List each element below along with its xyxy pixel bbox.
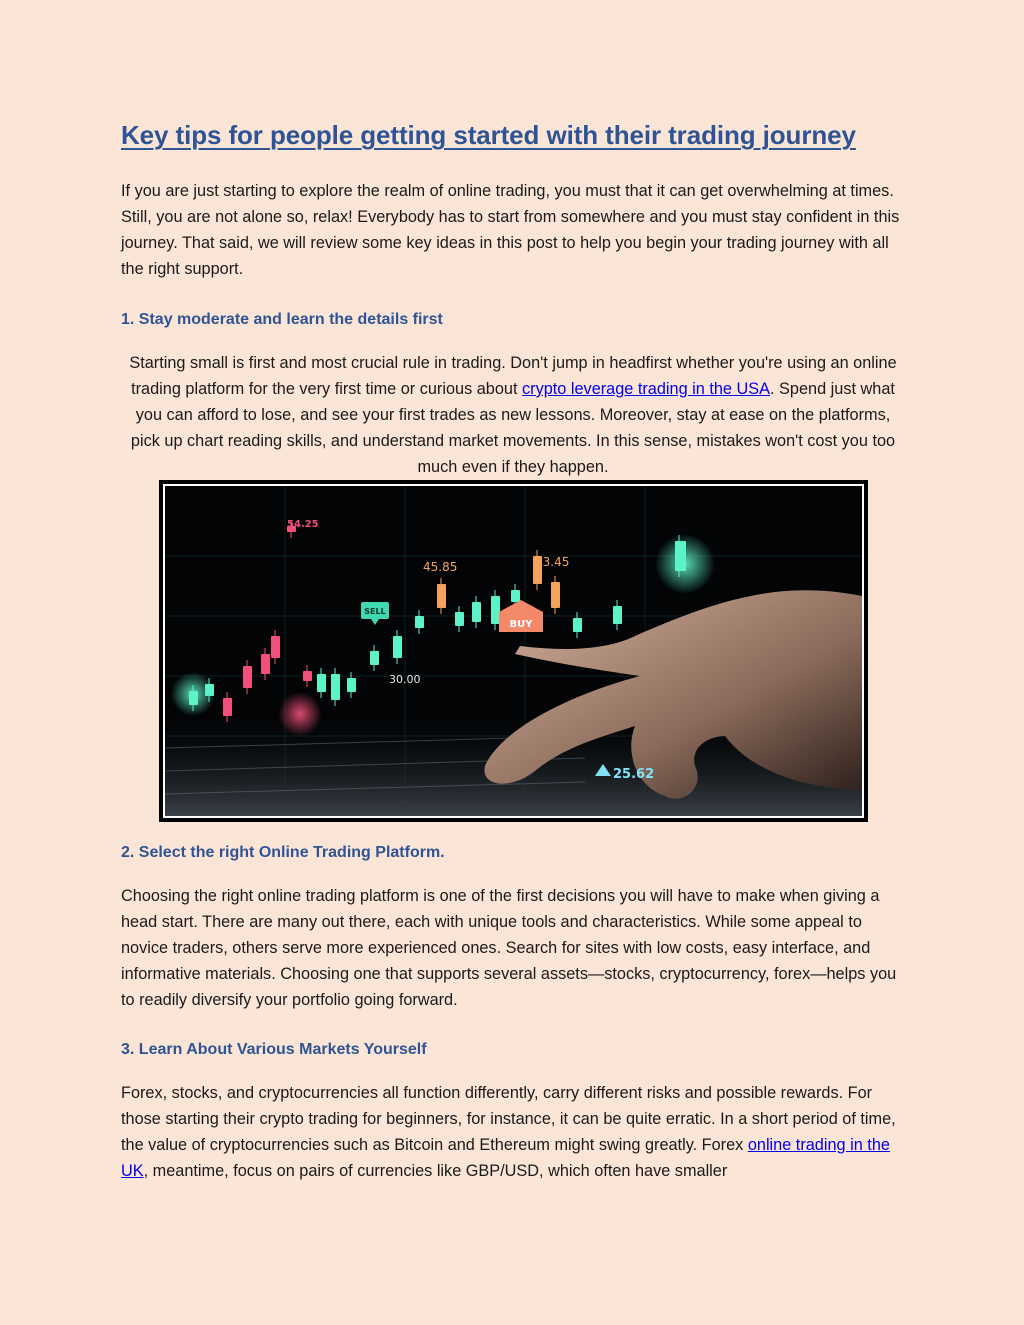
section-1-text-end: . Spend just what you can afford to lose, and see your first trades as new lessons. Moreover, stay at ease on the platforms, pick up chart reading skills, and understand market movements. In this sense, mistakes won't cost you too much even if they happen. xyxy=(130,380,896,476)
candle-body xyxy=(491,596,500,624)
chart-label-top: 54.25 xyxy=(287,519,319,530)
candle-body xyxy=(393,636,402,658)
online-trading-uk-link[interactable]: online trading in the UK xyxy=(121,1136,890,1180)
section-3-heading: 3. Learn About Various Markets Yourself xyxy=(121,1041,427,1058)
trading-chart-image xyxy=(159,480,868,822)
section-2-heading: 2. Select the right Online Trading Platform. xyxy=(121,844,445,861)
section-2-paragraph: Choosing the right online trading platform is one of the first decisions you will have to make when giving a head start. There are many out there, each with unique tools and characteristics. While some appeal to novice traders, others serve more experienced ones. Search for sites with low costs, easy interface, and informative materials. Choosing one that supports several assets—stocks, cryptocurrency, forex—helps you to readily diversify your portfolio going forward. xyxy=(121,887,897,1009)
candle-body xyxy=(675,541,686,571)
candle-body xyxy=(415,616,424,628)
candle-body xyxy=(437,584,446,608)
candle-body xyxy=(261,654,270,674)
section-3-text-start: Forex, stocks, and cryptocurrencies all function differently, carry different risks and possible rewards. For those starting their crypto trading for beginners, for instance, it can be quite erratic. In a short period of time, the value of cryptocurrencies such as Bitcoin and Ethereum might swing greatly. Forex xyxy=(121,1084,896,1154)
candle-body xyxy=(271,636,280,658)
buy-label: BUY xyxy=(509,619,533,630)
chart-label-a: 45.85 xyxy=(423,560,458,574)
section-1-paragraph xyxy=(121,350,905,480)
candle-body xyxy=(370,651,379,665)
candle-body xyxy=(189,691,198,705)
candle-body xyxy=(511,590,520,602)
candlestick-illustration xyxy=(165,486,862,816)
section-1-heading: 1. Stay moderate and learn the details first xyxy=(121,311,443,328)
candle-body xyxy=(573,618,582,632)
candle-body xyxy=(223,698,232,716)
candle-body xyxy=(613,606,622,624)
chart-label-b: 43.45 xyxy=(535,555,570,569)
sell-label: SELL xyxy=(364,607,386,616)
candle-body xyxy=(205,684,214,696)
candle-body xyxy=(317,674,326,692)
candle-body xyxy=(455,612,464,626)
chart-label-d: 25.62 xyxy=(613,767,655,782)
page-title: Key tips for people getting started with their trading journey xyxy=(121,120,856,150)
section-3-text-end: , meantime, focus on pairs of currencies like GBP/USD, which often have smaller xyxy=(143,1162,728,1180)
crypto-leverage-link[interactable]: crypto leverage trading in the USA xyxy=(522,380,770,398)
candle-body xyxy=(551,582,560,608)
candle-body xyxy=(331,674,340,700)
section-3-paragraph xyxy=(121,1080,905,1184)
candle-body xyxy=(347,678,356,692)
candle-body xyxy=(303,671,312,681)
chart-label-c: 30.00 xyxy=(389,673,421,686)
candle-body xyxy=(243,666,252,688)
candle-body xyxy=(472,602,481,622)
section-1-text-start: Starting small is first and most crucial rule in trading. Don't jump in headfirst whether you're using an online trading platform for the very first time or curious about xyxy=(129,354,897,398)
intro-paragraph: If you are just starting to explore the realm of online trading, you must that it can get overwhelming at times. Still, you are not alone so, relax! Everybody has to start from somewhere and you must stay confident in this journey. That said, we will review some key ideas in this post to help you begin your trading journey with all the right support. xyxy=(121,182,900,278)
